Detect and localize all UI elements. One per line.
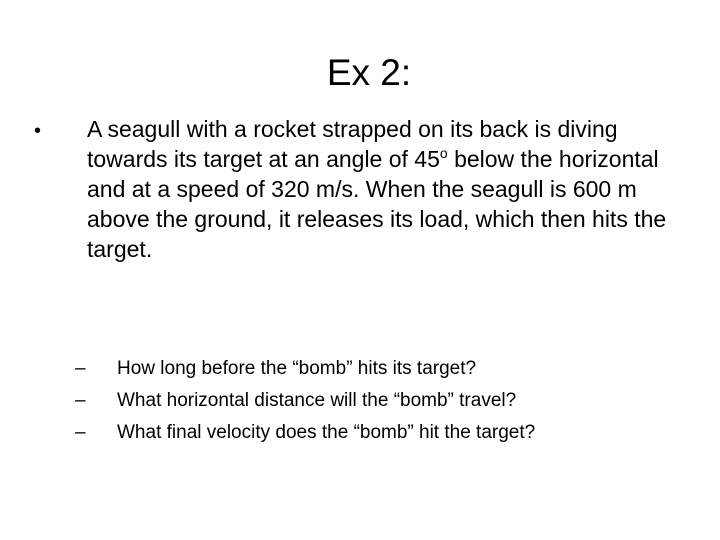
problem-text-part-1: A seagull with a rocket strapped on its back is diving towards its target at an angle of 45 [87,116,618,172]
question-list [75,353,695,449]
dash-marker: – [75,358,86,379]
slide-title [0,50,720,96]
degree-superscript: o [439,145,448,161]
question-item [75,417,695,449]
problem-text-part-2: below the horizontal and at a speed of 320 m/s. When the seagull is 600 m above the ground, it releases its load, which then hits the target. [87,146,667,262]
problem-statement [87,114,687,264]
question-text: What final velocity does the “bomb” hit the target? [117,422,536,443]
question-item [75,353,695,385]
dash-marker: – [75,422,86,443]
slide-title-text: Ex 2: [326,52,412,93]
bullet-marker: • [34,120,42,142]
question-text: What horizontal distance will the “bomb” travel? [117,390,517,411]
dash-marker: – [75,390,86,411]
question-text: How long before the “bomb” hits its target? [117,358,477,379]
question-item [75,385,695,417]
